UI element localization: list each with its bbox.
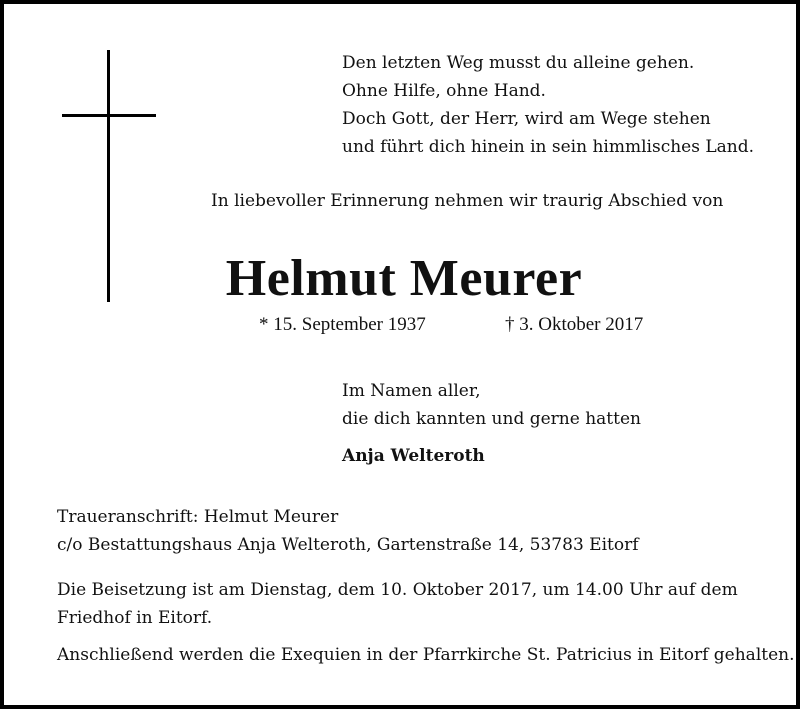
signature-lines: [342, 378, 641, 434]
signature-line: Im Namen aller,: [342, 381, 481, 401]
mourning-address: [57, 504, 639, 560]
exequies-info: Anschließend werden die Exequien in der Pfarrkirche St. Patricius in Eitorf gehalten.: [57, 645, 795, 665]
poem-line: Ohne Hilfe, ohne Hand.: [342, 81, 546, 101]
intro-text: In liebevoller Erinnerung nehmen wir traurig Abschied von: [211, 191, 724, 211]
burial-info: [57, 577, 738, 633]
address-line: Traueranschrift: Helmut Meurer: [57, 507, 339, 527]
signer-name: Anja Welteroth: [342, 446, 485, 466]
poem-line: Doch Gott, der Herr, wird am Wege stehen: [342, 109, 711, 129]
deceased-name: Helmut Meurer: [225, 250, 583, 307]
birth-date: * 15. September 1937: [259, 314, 426, 335]
address-line: c/o Bestattungshaus Anja Welteroth, Gartenstraße 14, 53783 Eitorf: [57, 535, 639, 555]
cross-icon-bar: [62, 114, 156, 117]
poem-line: und führt dich hinein in sein himmlisches Land.: [342, 137, 755, 157]
poem: [342, 50, 754, 162]
signature-line: die dich kannten und gerne hatten: [342, 409, 641, 429]
death-date: † 3. Oktober 2017: [505, 314, 644, 335]
burial-line: Die Beisetzung ist am Dienstag, dem 10. Oktober 2017, um 14.00 Uhr auf dem: [57, 580, 738, 600]
burial-line: Friedhof in Eitorf.: [57, 608, 213, 628]
poem-line: Den letzten Weg musst du alleine gehen.: [342, 53, 695, 73]
